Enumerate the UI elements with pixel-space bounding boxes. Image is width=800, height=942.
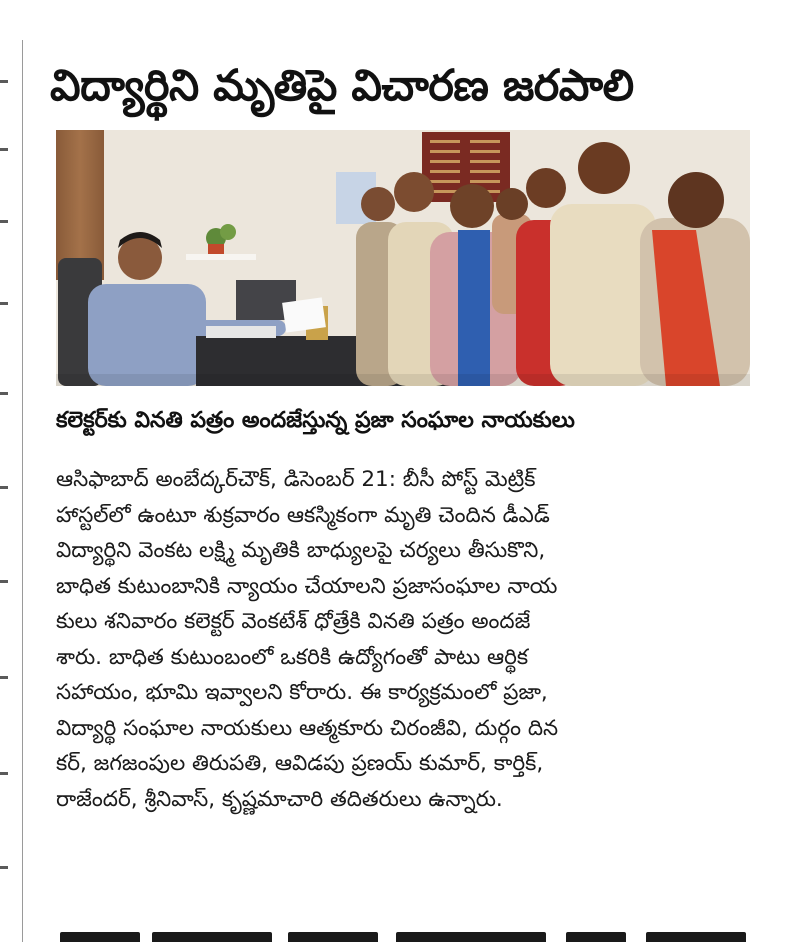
body-line: ఆసిఫాబాద్ అంబేద్కర్‌చౌక్, డిసెంబర్ 21: బీసీ పోస్ట్ మెట్రిక్ [56, 467, 536, 492]
article-headline: విద్యార్థిని మృతిపై విచారణ జరపాలి [50, 61, 634, 111]
article-body [56, 462, 750, 817]
photo-caption: కలెక్టర్‌కు వినతి పత్రం అందజేస్తున్న ప్రజా సంఘాల నాయకులు [56, 408, 575, 433]
body-line: రాజేందర్, శ్రీనివాస్, కృష్ణమాచారి తదితరులు ఉన్నారు. [56, 786, 503, 812]
body-line: కులు శనివారం కలెక్టర్ వెంకటేశ్ ధోత్రేకి వినతి పత్రం అందజే [56, 609, 531, 634]
body-line: శారు. బాధిత కుటుంబంలో ఒకరికి ఉద్యోగంతో పాటు ఆర్థిక [56, 644, 529, 670]
body-line: హాస్టల్‌లో ఉంటూ శుక్రవారం ఆకస్మికంగా మృతి చెందిన డీఎడ్ [56, 502, 550, 528]
body-line: సహాయం, భూమి ఇవ్వాలని కోరారు. ఈ కార్యక్రమంలో ప్రజా, [56, 680, 548, 705]
body-line: విద్యార్థి సంఘాల నాయకులు ఆత్మకూరు చిరంజీవి, దుర్గం దిన [56, 715, 559, 741]
article-photo [56, 130, 750, 386]
body-line: కర్, జగజంపుల తిరుపతి, ఆవిడపు ప్రణయ్ కుమార్, కార్తిక్, [56, 751, 544, 776]
body-line: బాధిత కుటుంబానికి న్యాయం చేయాలని ప్రజాసంఘాల నాయ [56, 573, 558, 599]
adjacent-column-fragment [0, 40, 10, 942]
next-article-headline-fragment [56, 928, 750, 942]
column-divider [22, 40, 23, 942]
body-line: విద్యార్థిని వెంకట లక్ష్మి మృతికి బాధ్యులపై చర్యలు తీసుకొని, [56, 538, 546, 563]
